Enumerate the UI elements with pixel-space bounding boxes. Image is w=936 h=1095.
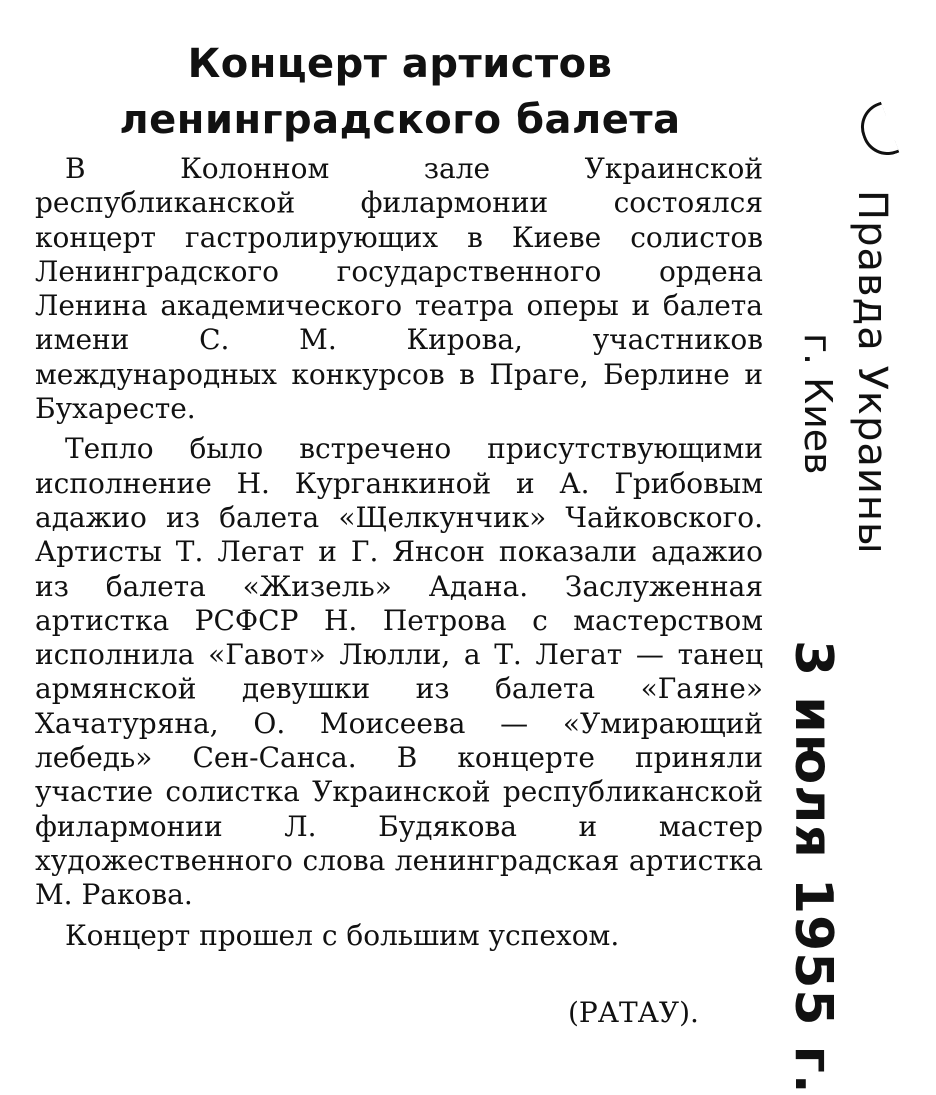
headline-line-2: ленинградского балета xyxy=(119,97,681,143)
news-agency-credit: (РАТАУ). xyxy=(568,996,699,1029)
paragraph-3: Концерт прошел с большим успехом. xyxy=(65,918,620,952)
annotation-newspaper: Правда Украины xyxy=(849,190,895,555)
article-body xyxy=(35,152,763,953)
handwritten-annotation xyxy=(775,95,935,1095)
paragraph-1: В Колонном зале Украинской республиканской филармонии состоялся концерт гастролирующих в Киеве солистов Ленинградского государственного ордена Ленина академического театра оперы и балета имени С. М. Кирова, участников международных конкурсов в Праге, Берлине и Бухаресте. xyxy=(35,152,763,426)
article-headline xyxy=(60,36,740,148)
headline-line-1: Концерт артистов xyxy=(187,41,613,87)
annotation-city: г. Киев xyxy=(796,333,840,475)
paragraph-2: Тепло было встречено присутствующими исполнение Н. Курганкиной и А. Грибовым адажио из балета «Щелкунчик» Чайковского. Артисты Т. Легат и Г. Янсон показали адажио из балета «Жизель» Адана. Заслуженная артистка РСФСР Н. Петрова с мастерством исполнила «Гавот» Люлли, а Т. Легат — танец армянской девушки из балета «Гаяне» Хачатуряна, О. Моисеева — «Умирающий лебедь» Сен-Санса. В концерте приняли участие солистка Украинской республиканской филармонии Л. Будякова и мастер художественного слова ленинградская артистка М. Ракова. xyxy=(35,432,763,912)
annotation-date: 3 июля 1955 г. xyxy=(783,640,843,1095)
